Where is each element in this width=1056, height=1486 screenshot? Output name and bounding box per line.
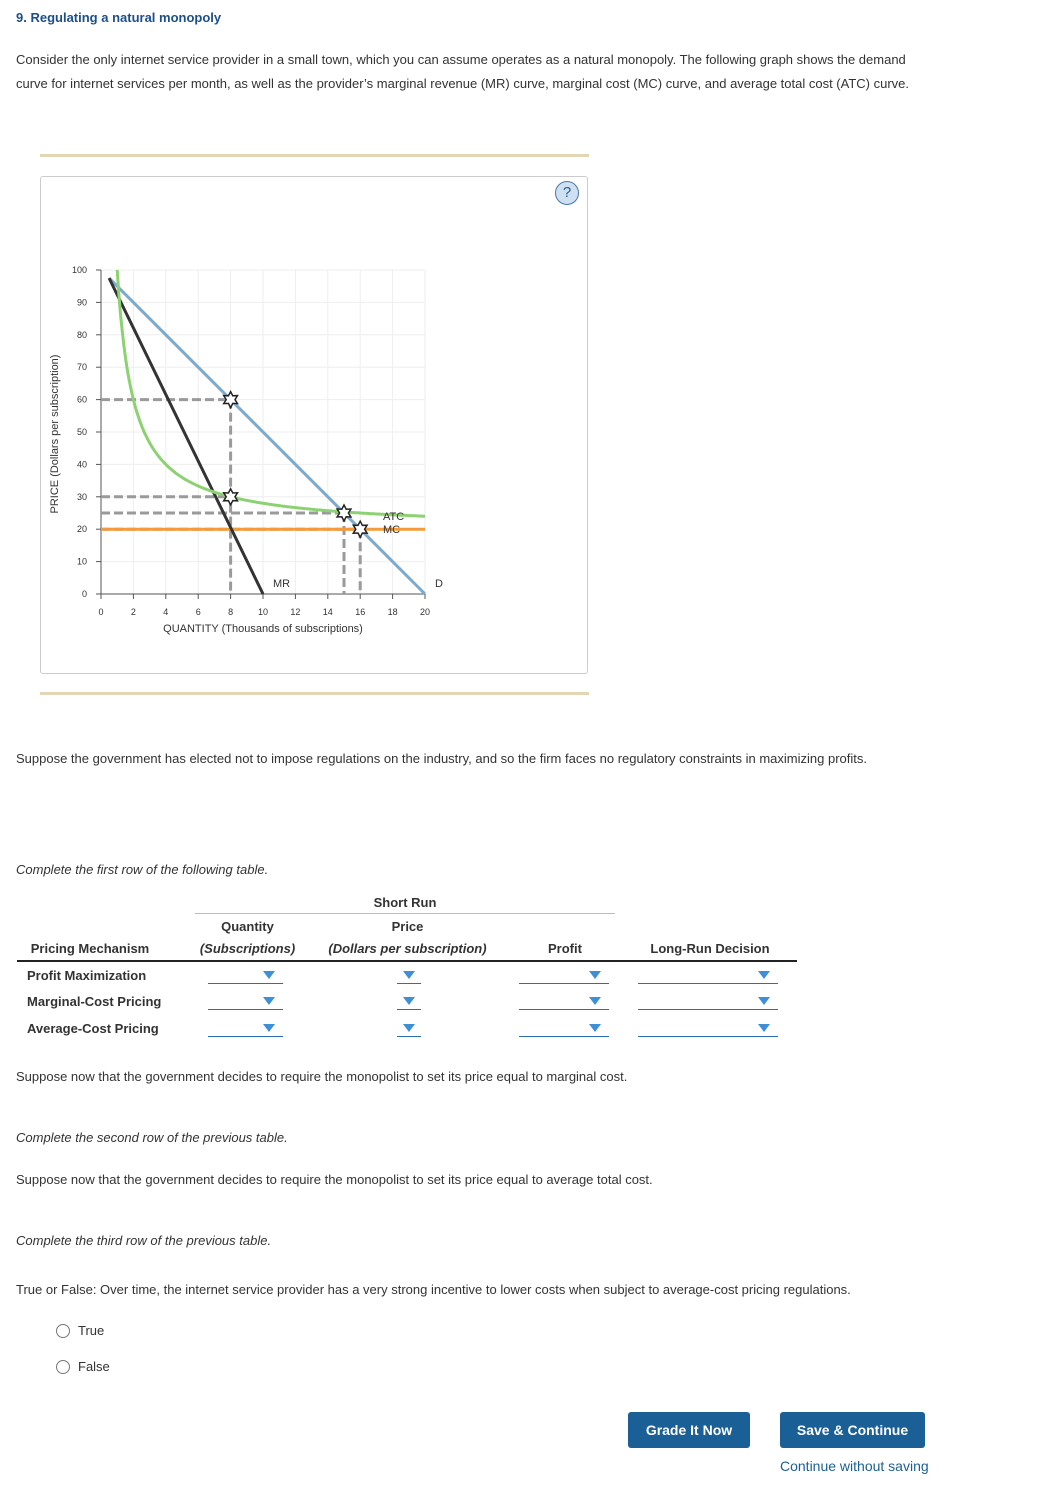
quantity-dropdown-row3[interactable] — [208, 1019, 283, 1037]
quantity-dropdown-row1[interactable] — [208, 966, 283, 984]
star-point-marker — [224, 489, 238, 505]
col-quantity-unit: (Subscriptions) — [199, 941, 296, 956]
mc-label: MC — [383, 524, 401, 536]
chevron-down-icon — [589, 971, 601, 979]
instruction-first: Complete the first row of the following table. — [16, 862, 269, 877]
average-total-cost-curve — [117, 270, 425, 516]
graph-top-divider — [40, 154, 589, 157]
longrun-dropdown-row2[interactable] — [638, 992, 778, 1010]
profit-dropdown-row1[interactable] — [519, 966, 609, 984]
option-false[interactable] — [56, 1359, 110, 1374]
quantity-dropdown-row2[interactable] — [208, 992, 283, 1010]
price-dropdown-row2[interactable] — [397, 992, 421, 1010]
y-tick-label: 80 — [76, 329, 87, 340]
table-header-rule — [17, 960, 797, 962]
y-tick-label: 10 — [76, 556, 87, 567]
grade-it-now-button[interactable]: Grade It Now — [628, 1412, 750, 1448]
option-false-label: False — [78, 1359, 110, 1374]
longrun-dropdown-row1[interactable] — [638, 966, 778, 984]
y-tick-label: 60 — [76, 394, 87, 405]
radio-circle-icon[interactable] — [56, 1324, 70, 1338]
chevron-down-icon — [758, 997, 770, 1005]
instruction-second: Complete the second row of the previous table. — [16, 1130, 288, 1145]
chevron-down-icon — [403, 997, 415, 1005]
longrun-dropdown-row3[interactable] — [638, 1019, 778, 1037]
y-tick-label: 40 — [76, 459, 87, 470]
radio-circle-icon[interactable] — [56, 1360, 70, 1374]
atc-regulation-text: Suppose now that the government decides to require the monopolist to set its price equal to average total cost. — [16, 1172, 653, 1187]
marginal-revenue-curve — [109, 278, 263, 594]
x-tick-label: 12 — [290, 607, 301, 617]
chevron-down-icon — [758, 971, 770, 979]
option-true-label: True — [78, 1323, 105, 1338]
col-pricing-mechanism: Pricing Mechanism — [30, 941, 150, 956]
chevron-down-icon — [263, 1024, 275, 1032]
atc-label: ATC — [383, 511, 405, 523]
row-label-profit-max: Profit Maximization — [27, 968, 147, 983]
x-tick-label: 4 — [163, 607, 169, 617]
save-continue-button[interactable]: Save & Continue — [780, 1412, 925, 1448]
demand-curve — [109, 278, 425, 594]
demand-label: D — [435, 578, 443, 590]
chevron-down-icon — [758, 1024, 770, 1032]
y-tick-label: 70 — [76, 362, 87, 373]
profit-dropdown-row2[interactable] — [519, 992, 609, 1010]
chevron-down-icon — [403, 971, 415, 979]
x-tick-label: 8 — [228, 607, 234, 617]
chevron-down-icon — [263, 971, 275, 979]
x-tick-label: 0 — [98, 607, 104, 617]
help-icon: ? — [562, 184, 572, 201]
profit-dropdown-row3[interactable] — [519, 1019, 609, 1037]
group-header-rule — [195, 913, 615, 914]
x-tick-label: 2 — [130, 607, 136, 617]
y-tick-label: 90 — [76, 297, 87, 308]
x-tick-label: 20 — [419, 607, 431, 617]
chevron-down-icon — [589, 1024, 601, 1032]
axis-labels — [72, 265, 430, 617]
col-price-title: Price — [391, 919, 424, 934]
row-label-mc-pricing: Marginal-Cost Pricing — [27, 994, 162, 1009]
instruction-third: Complete the third row of the previous table. — [16, 1233, 272, 1248]
scenario-text: Suppose the government has elected not to impose regulations on the industry, and so the firm faces no regulatory constraints in maximizing profits. — [16, 751, 867, 766]
price-dropdown-row3[interactable] — [397, 1019, 421, 1037]
y-tick-label: 100 — [71, 265, 87, 275]
y-tick-label: 50 — [76, 427, 87, 437]
col-profit: Profit — [548, 941, 582, 956]
y-tick-label: 30 — [76, 491, 87, 502]
x-tick-label: 10 — [257, 607, 269, 617]
col-price-unit: (Dollars per subscription) — [328, 941, 487, 956]
y-axis-title: PRICE (Dollars per subscription) — [49, 354, 61, 514]
chevron-down-icon — [589, 997, 601, 1005]
monopoly-graph — [40, 176, 588, 674]
y-tick-label: 0 — [81, 589, 87, 599]
price-dropdown-row1[interactable] — [397, 966, 421, 984]
x-tick-label: 14 — [322, 607, 333, 617]
mr-label: MR — [273, 578, 291, 590]
y-tick-label: 20 — [76, 524, 87, 535]
x-tick-label: 16 — [355, 607, 366, 617]
col-quantity-title: Quantity — [221, 919, 274, 934]
question-title: 9. Regulating a natural monopoly — [16, 10, 222, 25]
chevron-down-icon — [263, 997, 275, 1005]
continue-without-saving-link[interactable]: Continue without saving — [780, 1458, 929, 1474]
row-label-ac-pricing: Average-Cost Pricing — [27, 1021, 159, 1036]
mc-regulation-text: Suppose now that the government decides to require the monopolist to set its price equal to marginal cost. — [16, 1069, 628, 1084]
chevron-down-icon — [403, 1024, 415, 1032]
x-axis-title: QUANTITY (Thousands of subscriptions) — [163, 623, 363, 635]
col-long-run-decision: Long-Run Decision — [650, 941, 770, 956]
question-intro: Consider the only internet service provider in a small town, which you can assume operates as a natural monopoly. The following graph shows the demand curve for internet services per month, as well as the provider’s marginal revenue (MR) curve, marginal cost (MC) curve, and average total cost (ATC) curve. — [16, 52, 910, 91]
graph-bottom-divider — [40, 692, 589, 695]
x-tick-label: 18 — [387, 607, 398, 617]
option-true[interactable] — [56, 1323, 104, 1338]
x-tick-label: 6 — [195, 607, 201, 617]
table-group-header: Short Run — [373, 895, 437, 910]
true-false-question: True or False: Over time, the internet service provider has a very strong incentive to lower costs when subject to average-cost pricing regulations. — [16, 1282, 851, 1297]
